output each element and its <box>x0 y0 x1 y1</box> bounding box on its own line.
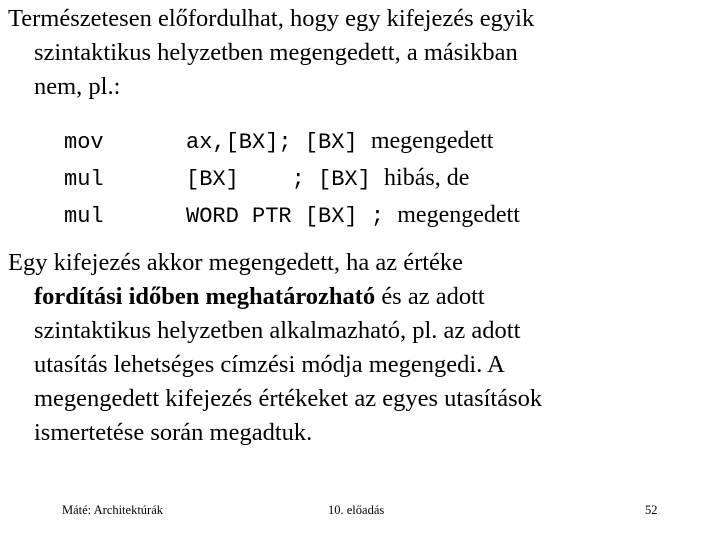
body-line-2-rest: és az adott <box>375 283 485 310</box>
bold-phrase: fordítási időben meghatározható <box>34 283 376 310</box>
code-op: mul <box>64 204 104 229</box>
body-paragraph <box>8 246 708 450</box>
footer-lecture: 10. előadás <box>328 503 385 517</box>
code-operands: ax,[BX]; [BX] <box>186 130 358 155</box>
code-comment: megengedett <box>370 128 494 154</box>
code-line-1 <box>64 124 493 158</box>
body-line-4: utasítás lehetséges címzési módja megengedi. A <box>34 351 505 378</box>
code-comment: megengedett <box>397 202 520 228</box>
code-operands: WORD PTR [BX] ; <box>186 204 385 229</box>
code-op: mov <box>64 130 104 155</box>
code-operands: [BX] ; [BX] <box>186 167 371 192</box>
code-line-2 <box>64 161 469 195</box>
footer-page-number: 52 <box>645 503 658 517</box>
code-op: mul <box>64 167 104 192</box>
body-line-3: szintaktikus helyzetben alkalmazható, pl. az adott <box>34 317 521 344</box>
intro-line-2: szintaktikus helyzetben megengedett, a másikban <box>34 39 518 66</box>
body-line-2 <box>8 280 708 314</box>
body-line-5: megengedett kifejezés értékeket az egyes utasítások <box>34 385 543 412</box>
body-line-6: ismertetése során megadtuk. <box>34 419 313 446</box>
intro-paragraph <box>8 2 708 104</box>
intro-line-3: nem, pl.: <box>34 73 121 100</box>
code-comment: hibás, de <box>384 165 470 191</box>
body-line-1: Egy kifejezés akkor megengedett, ha az értéke <box>8 249 464 276</box>
code-line-3 <box>64 198 520 232</box>
intro-line-1: Természetesen előfordulhat, hogy egy kifejezés egyik <box>8 5 535 32</box>
footer-author: Máté: Architektúrák <box>62 503 164 517</box>
